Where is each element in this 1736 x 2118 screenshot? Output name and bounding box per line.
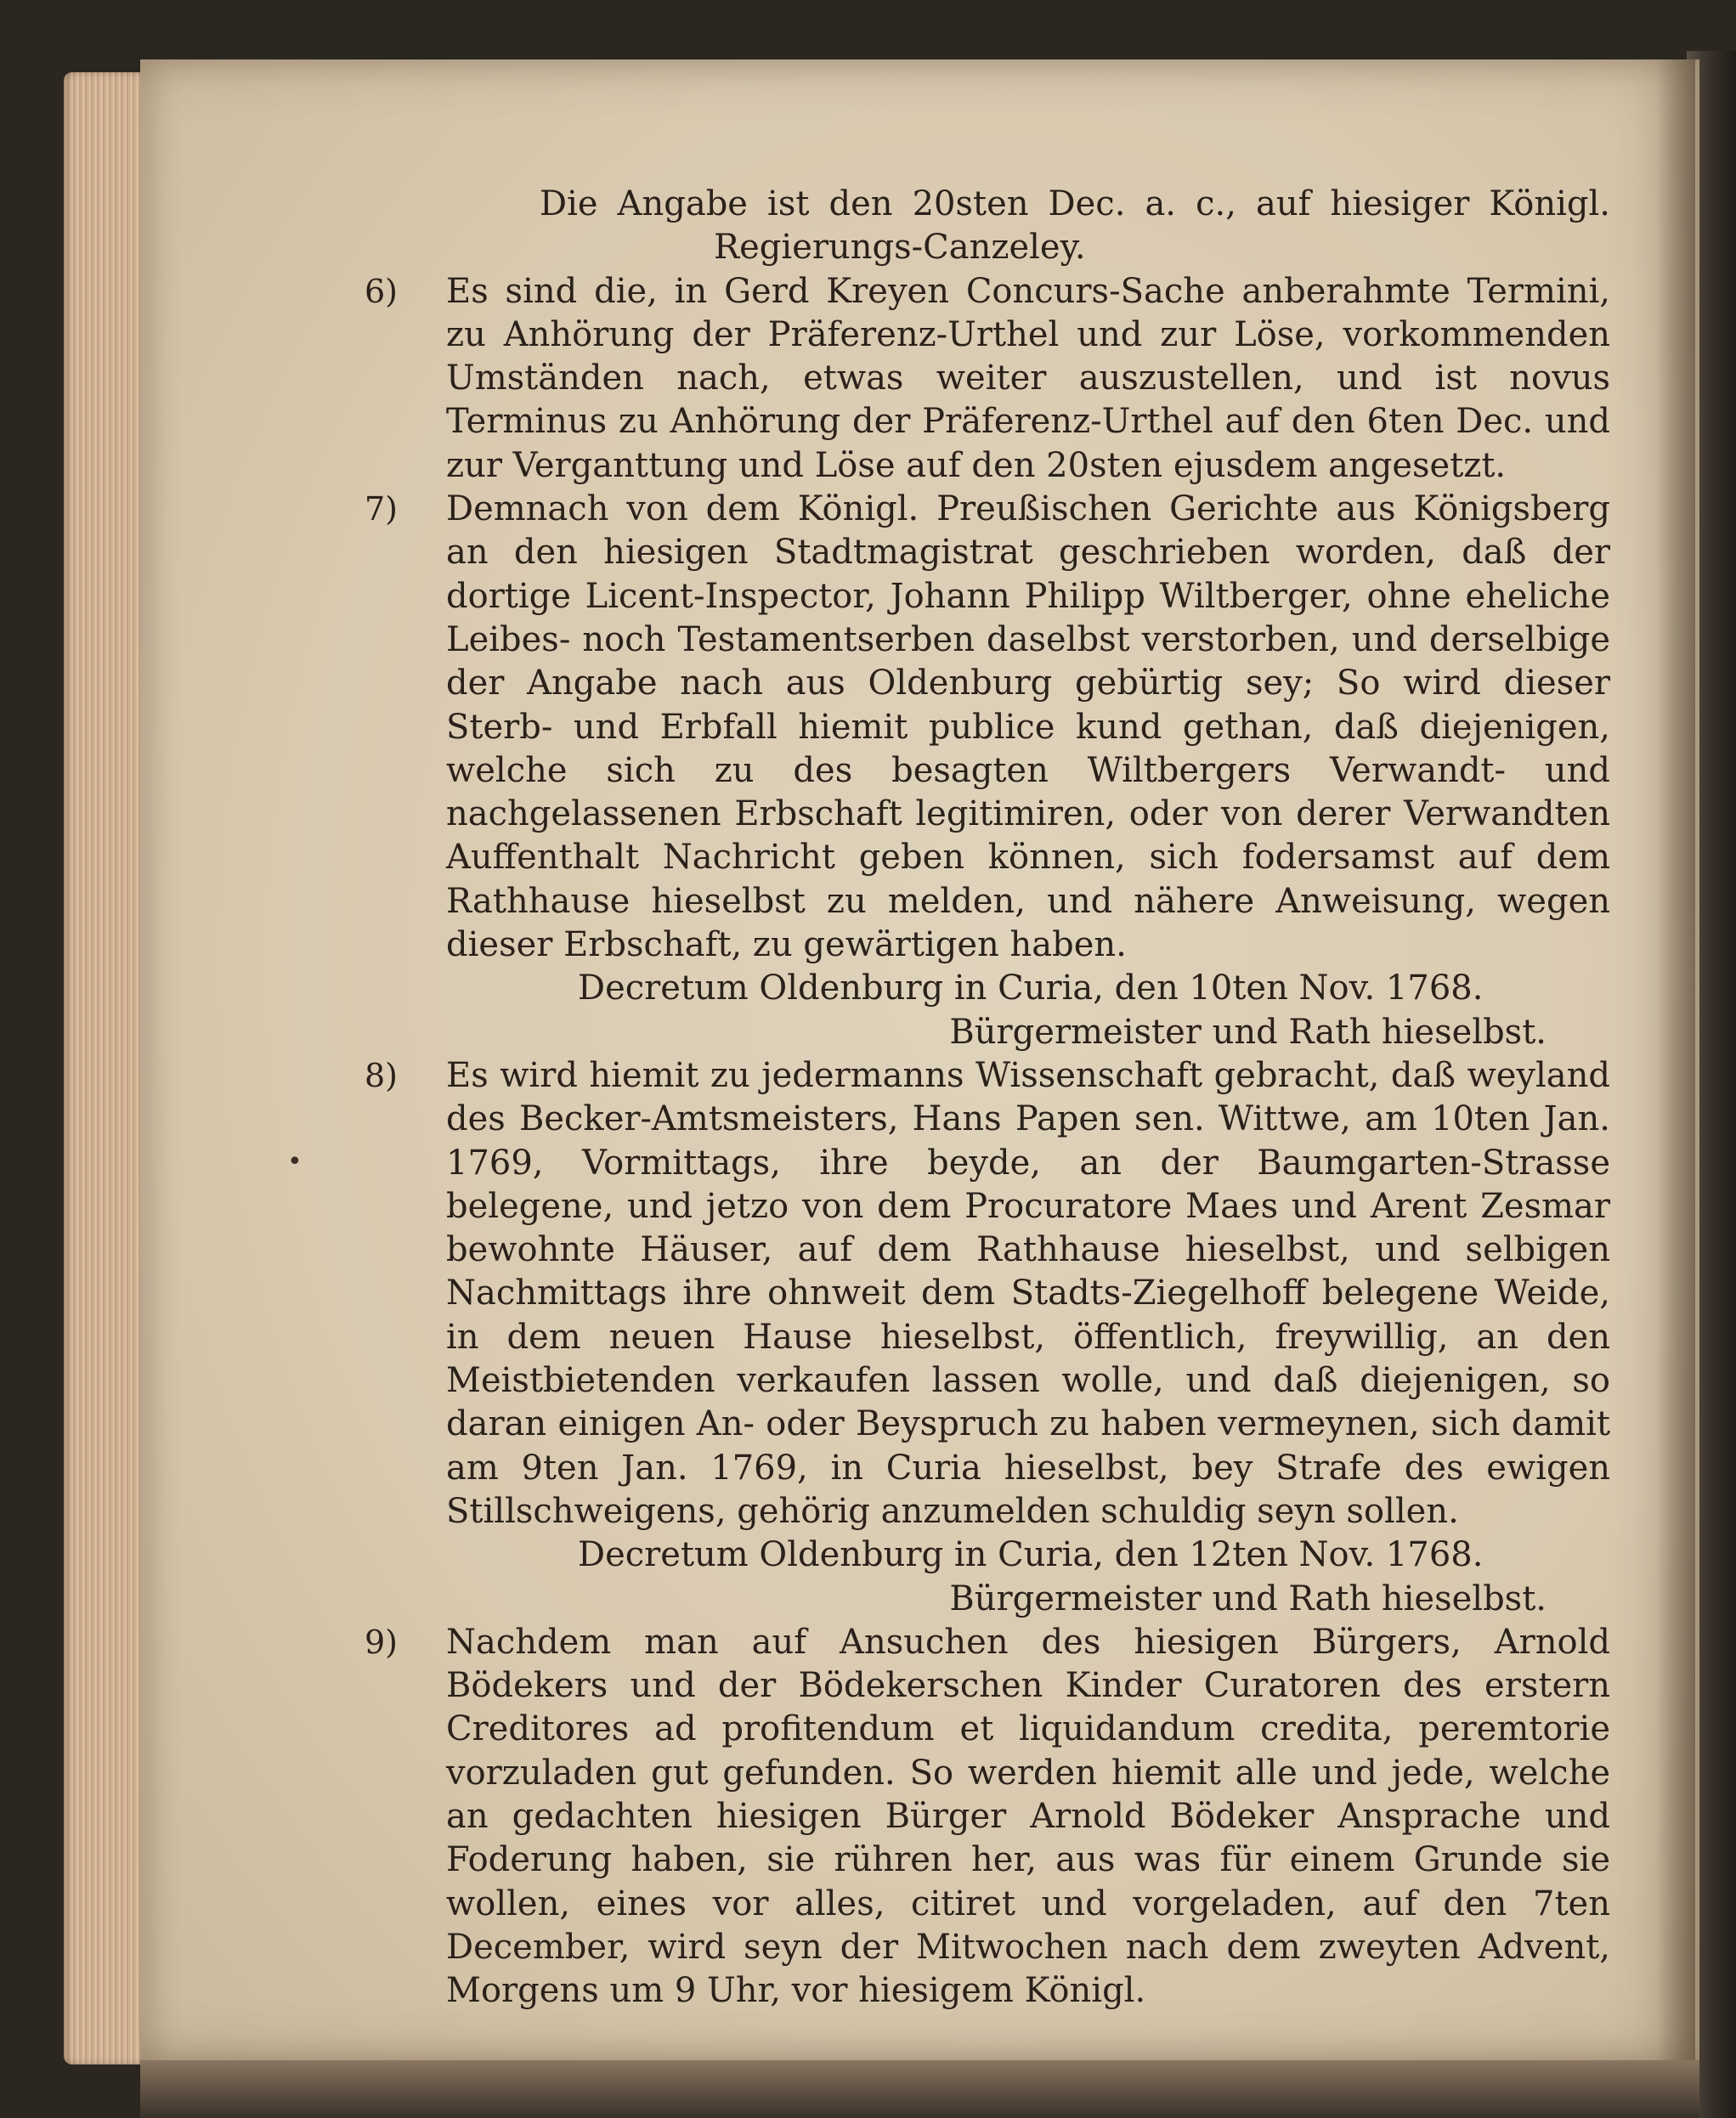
- item-number: 6): [365, 272, 399, 310]
- item-number: 7): [365, 490, 399, 528]
- notice-item-8: [365, 1054, 1610, 1621]
- margin-dot: •: [287, 1147, 303, 1177]
- decretum-line: Decretum Oldenburg in Curia, den 12ten Nov. 1768.: [578, 1535, 1484, 1575]
- page-edges: [64, 72, 149, 2064]
- item-number: 8): [365, 1056, 399, 1094]
- item-number: 9): [365, 1623, 399, 1661]
- item-text: Es sind die, in Gerd Kreyen Concurs-Sache anberahmte Termini, zu Anhörung der Präferenz-Urthel und zur Löse, vorkommenden Umständen nach, etwas weiter auszustellen, und ist novus Terminus zu Anhörung der Präferenz-Urthel auf den 6ten Dec. und zur Verganttung und Löse auf den 20sten ejusdem angesetzt.: [446, 271, 1610, 485]
- notice-item-7: [365, 488, 1610, 1054]
- item-text: Demnach von dem Königl. Preußischen Gerichte aus Königsberg an den hiesigen Stadtmagistrat geschrieben worden, daß der dortige Licent-Inspector, Johann Philipp Wiltberger, ohne eheliche Leibes- noch Testamentserben daselbst verstorben, und derselbige der Angabe nach aus Oldenburg gebürtig sey; So wird dieser Sterb- und Erbfall hiemit publice kund gethan, daß diejenigen, welche sich zu des besagten Wiltbergers Verwandt- und nachgelassenen Erbschaft legitimiren, oder von derer Verwandten Auffenthalt Nachricht geben können, sich fodersamst auf dem Rathhause hieselbst zu melden, und nähere Anweisung, wegen dieser Erbschaft, zu gewärtigen haben.: [446, 489, 1610, 965]
- page-gutter-shadow: [1657, 59, 1695, 2060]
- signature-line: Bürgermeister und Rath hieselbst.: [949, 1579, 1547, 1618]
- item-text: Nachdem man auf Ansuchen des hiesigen Bürgers, Arnold Bödekers und der Bödekerschen Kinder Curatoren des erstern Creditores ad profitendum et liquidandum credita, peremtorie vorzuladen gut gefunden. So werden hiemit alle und jede, welche an gedachten hiesigen Bürger Arnold Bödeker Ansprache und Foderung haben, sie rühren her, aus was für einem Grunde sie wollen, eines vor alles, citiret und vorgeladen, auf den 7ten December, wird seyn der Mitwochen nach dem zweyten Advent, Morgens um 9 Uhr, vor hiesigem Königl.: [446, 1622, 1610, 2011]
- notice-item-9: [365, 1621, 1610, 2014]
- item-text: Es wird hiemit zu jedermanns Wissenschaft gebracht, daß weyland des Becker-Amtsmeisters, Hans Papen sen. Wittwe, am 10ten Jan. 1769, Vormittags, ihre beyde, an der Baumgarten-Strasse belegene, und jetzo von dem Procuratore Maes und Arent Zesmar bewohnte Häuser, auf dem Rathhause hieselbst, und selbigen Nachmittags ihre ohnweit dem Stadts-Ziegelhoff belegene Weide, in dem neuen Hause hieselbst, öffentlich, freywillig, an den Meistbietenden verkaufen lassen wolle, und daß diejenigen, so daran einigen An- oder Beyspruch zu haben vermeynen, sich damit am 9ten Jan. 1769, in Curia hieselbst, bey Strafe des ewigen Stillschweigens, gehörig anzumelden schuldig seyn sollen.: [446, 1055, 1610, 1531]
- decretum-line: Decretum Oldenburg in Curia, den 10ten Nov. 1768.: [578, 969, 1484, 1008]
- opening-paragraph: Die Angabe ist den 20sten Dec. a. c., auf hiesiger Königl. Regierungs-Canzeley.: [540, 184, 1610, 268]
- signature-line: Bürgermeister und Rath hieselbst.: [949, 1012, 1547, 1052]
- scan-bottom-shadow: [140, 2060, 1699, 2118]
- page-text: [365, 183, 1610, 2013]
- notice-item-6: [365, 270, 1610, 488]
